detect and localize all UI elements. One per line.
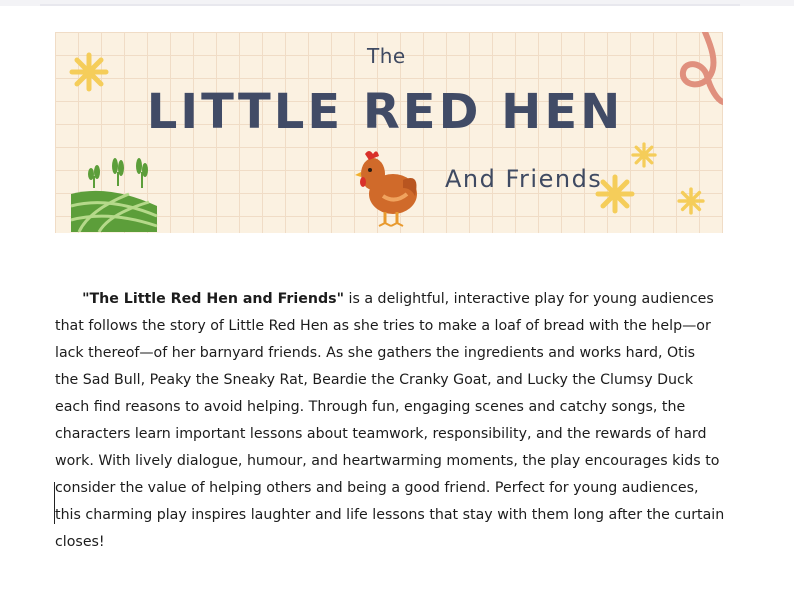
text-line: closes! — [55, 534, 105, 550]
banner-title-the: The — [367, 44, 406, 68]
play-title-bold: "The Little Red Hen and Friends" — [82, 291, 344, 307]
text-line: characters learn important lessons about teamwork, responsibility, and the rewards of hard — [55, 426, 707, 442]
sparkle-icon — [69, 52, 109, 92]
sparkle-icon — [631, 142, 657, 168]
text-line: this charming play inspires laughter and life lessons that stay with them long after the curtain — [55, 507, 725, 523]
text-line: the Sad Bull, Peaky the Sneaky Rat, Beardie the Cranky Goat, and Lucky the Clumsy Duck — [55, 372, 694, 388]
top-toolbar-strip — [0, 0, 794, 6]
sparkle-icon — [677, 187, 705, 215]
header-banner — [55, 32, 723, 233]
text-line: that follows the story of Little Red Hen as she tries to make a loaf of bread with the help—or — [55, 318, 711, 334]
swirl-icon — [645, 32, 723, 110]
hen-icon — [355, 144, 421, 228]
text-line: is a delightful, interactive play for young audiences — [344, 291, 714, 307]
banner-title-friends: And Friends — [445, 165, 603, 193]
field-icon — [69, 154, 161, 232]
text-line: work. With lively dialogue, humour, and heartwarming moments, the play encourages kids to — [55, 453, 720, 469]
banner-title-main: LITTLE RED HEN — [146, 84, 624, 140]
text-line: each find reasons to avoid helping. Through fun, engaging scenes and catchy songs, the — [55, 399, 686, 415]
toolbar-divider — [40, 4, 740, 6]
indent — [55, 291, 82, 307]
description-paragraph[interactable] — [55, 286, 735, 556]
text-cursor — [54, 482, 55, 524]
text-line: lack thereof—of her barnyard friends. As she gathers the ingredients and works hard, Otis — [55, 345, 696, 361]
text-line: consider the value of helping others and being a good friend. Perfect for young audiences, — [55, 480, 699, 496]
